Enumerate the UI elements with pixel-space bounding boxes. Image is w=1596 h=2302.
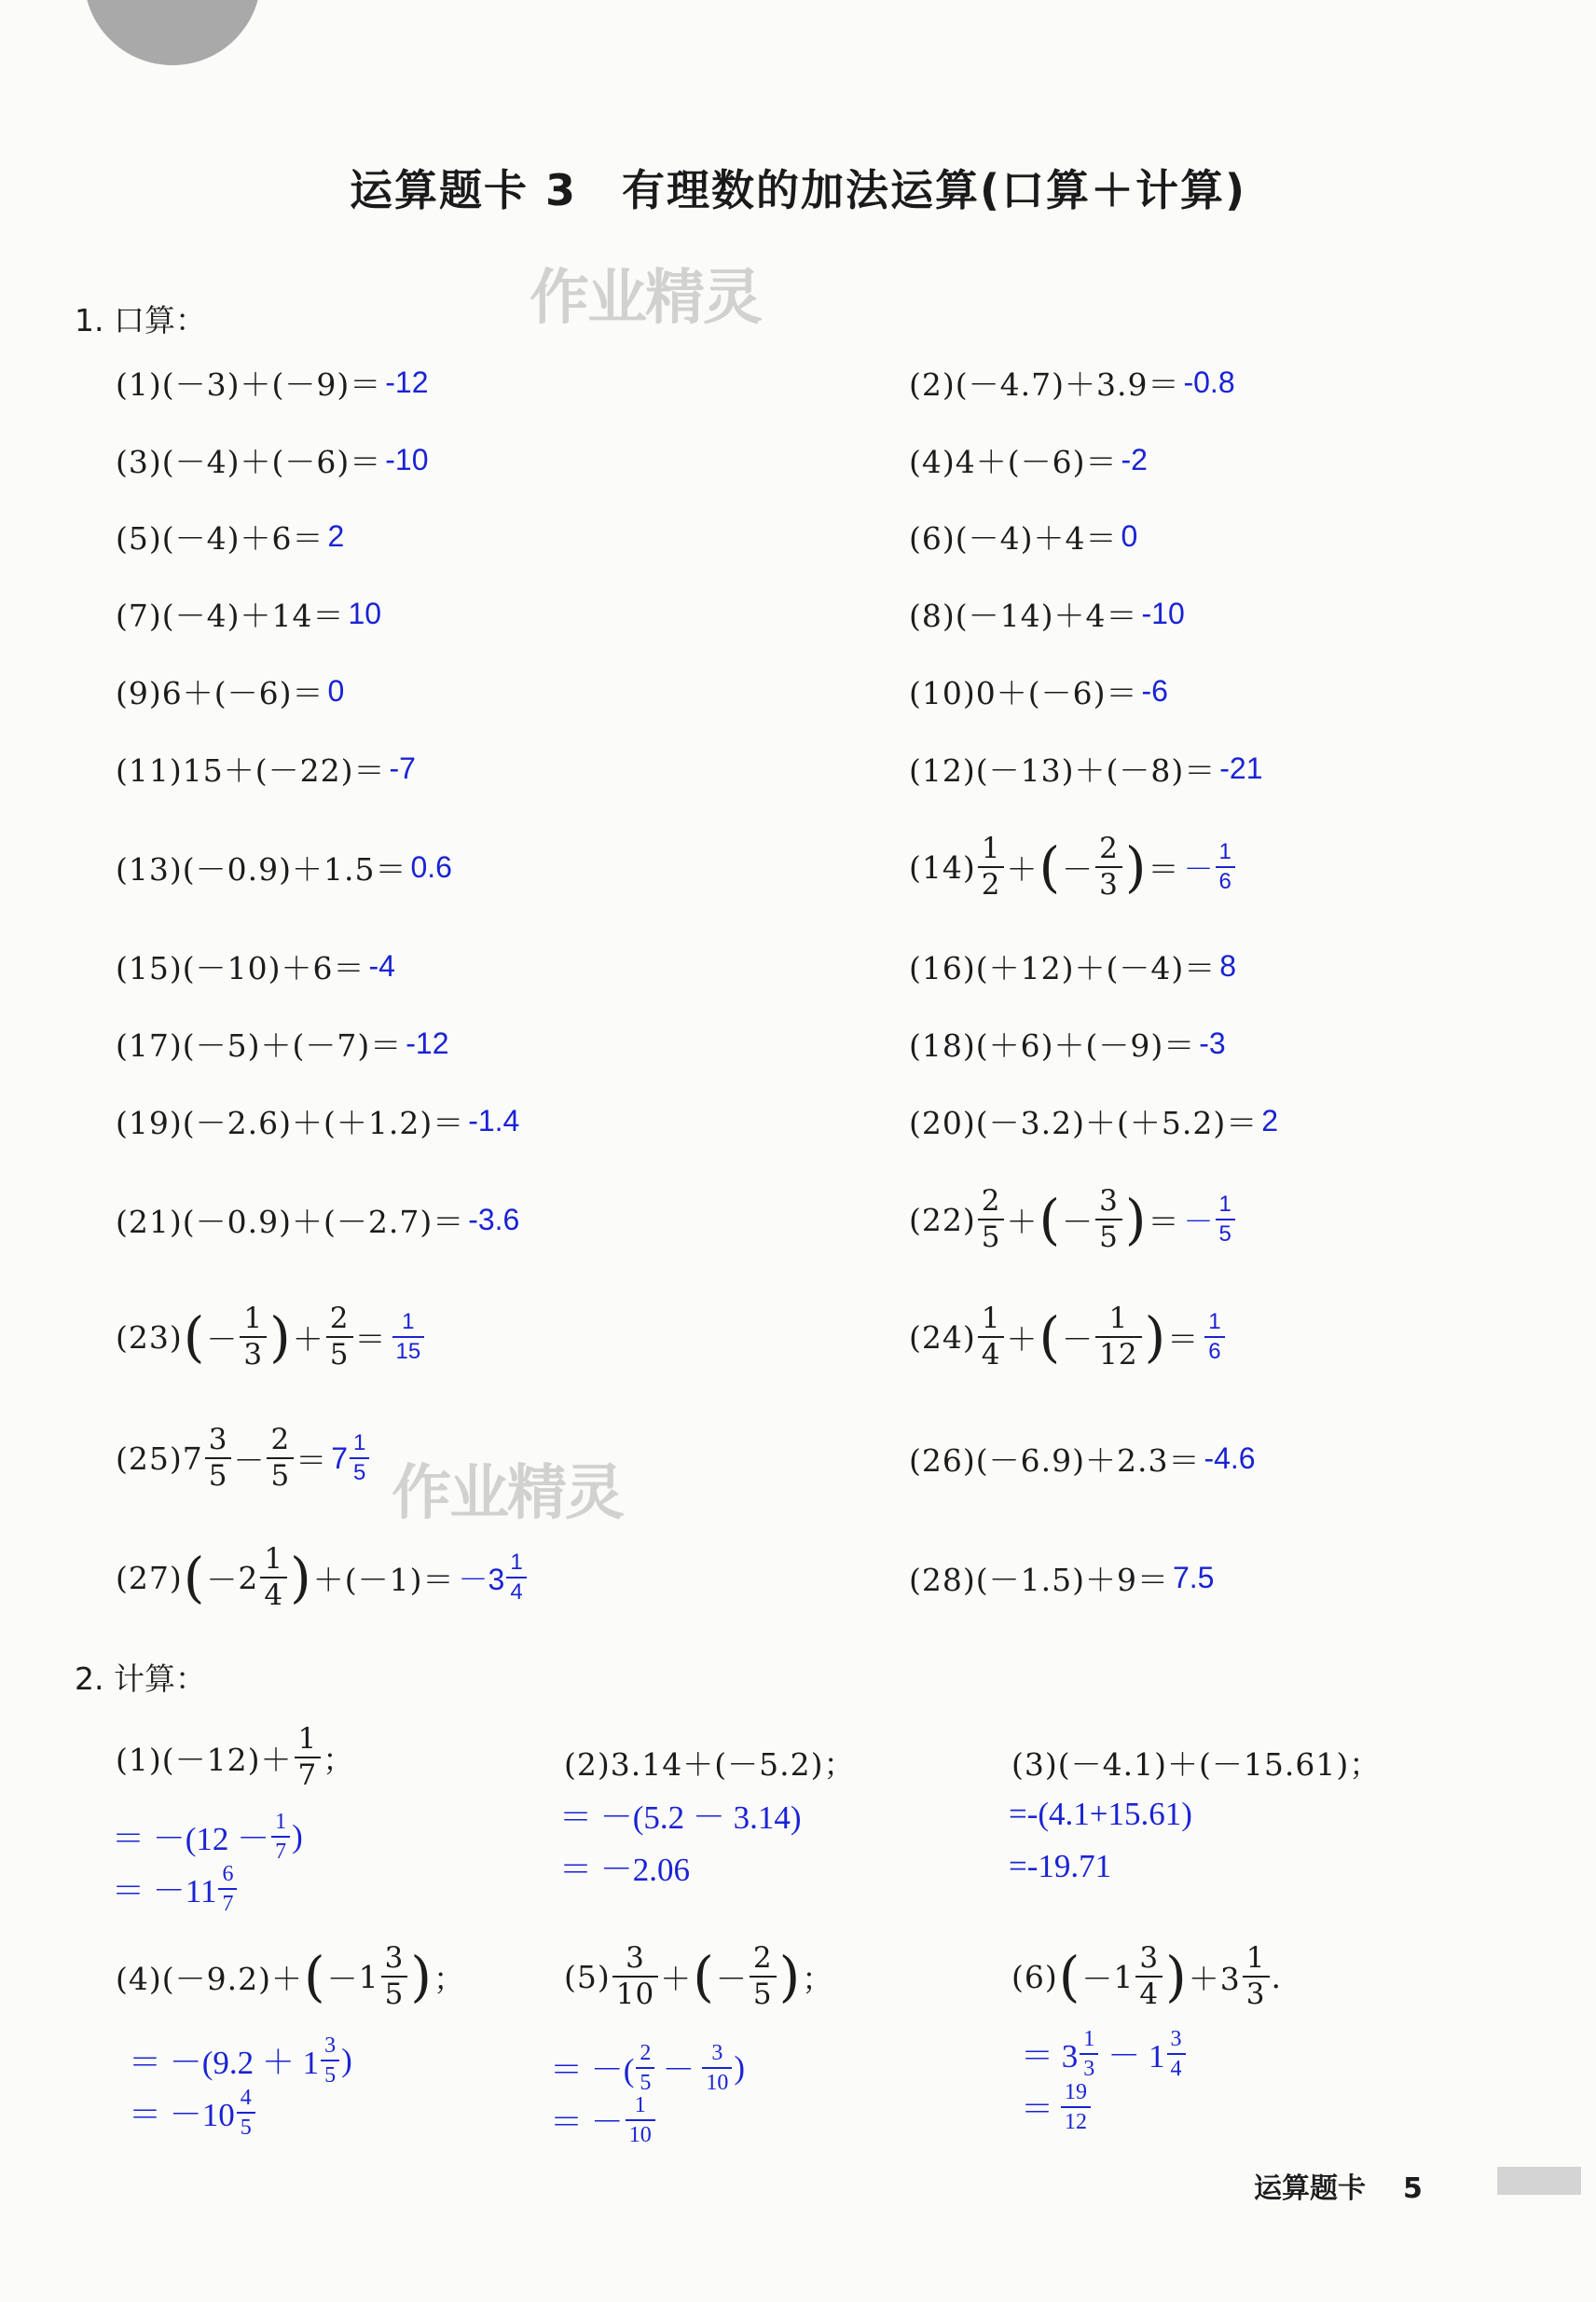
question-26: (26)(－6.9)＋2.3＝ -4.6 xyxy=(909,1440,1256,1479)
question-7: (7)(－4)＋14＝ 10 xyxy=(116,596,382,634)
calc-3-step-1: =-(4.1+15.61) xyxy=(1009,1796,1192,1832)
answer: -10 xyxy=(1141,596,1185,630)
calc-4-step-1: ＝ －(9.2 ＋ 1 $\frac{3}{5}$ ) xyxy=(129,2033,352,2088)
question-11: (11)15＋(－22)＝ -7 xyxy=(116,751,416,789)
watermark: 作业精灵 xyxy=(530,264,761,333)
fraction: $\frac{1}{3}$ xyxy=(1243,1944,1270,2009)
question-4: (4)4＋(－6)＝ -2 xyxy=(909,442,1148,480)
fraction: $\frac{2}{5}$ xyxy=(326,1304,353,1370)
calc-problem-1: (1)(－12)＋ $\frac{1}{7}$ ； xyxy=(116,1722,355,1792)
question-22: (22) $\frac{2}{5}$ ＋ ( － $\frac{3}{5}$ ) ＝ － $\frac{1}{5}$ xyxy=(909,1192,1237,1247)
question-9: (9)6＋(－6)＝ 0 xyxy=(116,673,345,711)
calc-3-step-2: =-19.71 xyxy=(1009,1848,1112,1884)
question-20: (20)(－3.2)＋(＋5.2)＝ 2 xyxy=(909,1103,1278,1141)
question-17: (17)(－5)＋(－7)＝ -12 xyxy=(116,1026,449,1064)
section-heading-calc: 2. 计算： xyxy=(75,1661,206,1697)
answer: -0.8 xyxy=(1183,365,1235,399)
answer: 7 $\frac{1}{5}$ xyxy=(331,1432,371,1484)
footer-label: 运算题卡 xyxy=(1254,2172,1366,2205)
answer: － $\frac{1}{5}$ xyxy=(1184,1193,1237,1246)
question-25: (25)7 $\frac{3}{5}$ － $\frac{2}{5}$ ＝ 7 $\frac{1}{5}$ xyxy=(116,1430,371,1486)
question-6: (6)(－4)＋4＝ 0 xyxy=(909,518,1138,557)
calc-6-step-2: ＝ $\frac{19}{12}$ xyxy=(1021,2081,1093,2133)
answer: $\frac{1}{6}$ xyxy=(1203,1311,1226,1363)
answer: $\frac{1}{15}$ xyxy=(391,1311,427,1363)
fraction: $\frac{1}{7}$ xyxy=(295,1725,322,1790)
fraction: $\frac{1}{4}$ xyxy=(978,1304,1005,1370)
answer: -1.4 xyxy=(468,1103,520,1137)
question-18: (18)(＋6)＋(－9)＝ -3 xyxy=(909,1026,1226,1064)
question-10: (10)0＋(－6)＝ -6 xyxy=(909,673,1168,711)
answer: 8 xyxy=(1219,948,1237,983)
answer: -21 xyxy=(1219,751,1263,785)
answer: 10 xyxy=(348,596,382,630)
question-21: (21)(－0.9)＋(－2.7)＝ -3.6 xyxy=(116,1202,520,1240)
question-3: (3)(－4)＋(－6)＝ -10 xyxy=(116,442,429,480)
fraction: $\frac{2}{5}$ xyxy=(978,1187,1005,1252)
answer: -2 xyxy=(1121,442,1148,476)
answer: 7.5 xyxy=(1172,1560,1215,1594)
question-15: (15)(－10)＋6＝ -4 xyxy=(116,948,395,986)
fraction: $\frac{3}{5}$ xyxy=(381,1944,408,2009)
calc-6-step-1: ＝ 3 $\frac{1}{3}$ － 1 $\frac{3}{4}$ xyxy=(1021,2028,1188,2080)
question-14: (14) $\frac{1}{2}$ ＋ ( － $\frac{2}{3}$ ) ＝ － $\frac{1}{6}$ xyxy=(909,839,1237,895)
fraction: $\frac{3}{5}$ xyxy=(205,1426,232,1491)
calc-5-step-1: ＝ －( $\frac{2}{5}$ － $\frac{3}{10}$ ) xyxy=(550,2041,746,2095)
calc-problem-6: (6) ( － 1 $\frac{3}{4}$ ) ＋3 $\frac{1}{3}$ . xyxy=(1011,1941,1282,2011)
answer: -4.6 xyxy=(1204,1440,1256,1475)
question-12: (12)(－13)＋(－8)＝ -21 xyxy=(909,751,1263,789)
question-2: (2)(－4.7)＋3.9＝ -0.8 xyxy=(909,365,1235,403)
calc-problem-2: (2)3.14＋(－5.2)； xyxy=(564,1745,856,1783)
question-16: (16)(＋12)＋(－4)＝ 8 xyxy=(909,948,1237,986)
answer: 0 xyxy=(327,673,345,708)
calc-problem-3: (3)(－4.1)＋(－15.61)； xyxy=(1011,1745,1382,1783)
fraction: $\frac{2}{3}$ xyxy=(1095,834,1122,900)
calc-2-step-1: ＝ －(5.2 － 3.14) xyxy=(559,1799,802,1836)
answer: 2 xyxy=(1261,1103,1278,1137)
page-footer xyxy=(1254,2165,1423,2206)
answer: -3 xyxy=(1199,1026,1226,1060)
fraction: $\frac{2}{5}$ xyxy=(267,1426,294,1491)
fraction: $\frac{1}{4}$ xyxy=(260,1545,287,1610)
question-13: (13)(－0.9)＋1.5＝ 0.6 xyxy=(116,849,452,888)
answer: 2 xyxy=(327,518,345,553)
corner-decoration xyxy=(84,0,261,65)
answer: -4 xyxy=(368,948,395,983)
answer: -12 xyxy=(385,365,429,399)
calc-2-step-2: ＝ －2.06 xyxy=(559,1852,691,1888)
answer: －3 $\frac{1}{4}$ xyxy=(459,1551,529,1604)
answer: -6 xyxy=(1141,673,1168,708)
answer: － $\frac{1}{6}$ xyxy=(1184,841,1237,893)
calc-5-step-2: ＝ － $\frac{1}{10}$ xyxy=(550,2094,657,2146)
answer: 0.6 xyxy=(410,849,452,884)
calc-problem-4: (4)(－9.2)＋ ( － 1 $\frac{3}{5}$ ) ； xyxy=(116,1941,465,2011)
question-8: (8)(－14)＋4＝ -10 xyxy=(909,596,1185,634)
question-27: (27) ( － 2 $\frac{1}{4}$ ) ＋(－1)＝ －3 $\frac{1}{4}$ xyxy=(116,1550,529,1606)
question-23: (23) ( － $\frac{1}{3}$ ) ＋ $\frac{2}{5}$ ＝ $\frac{1}{15}$ xyxy=(116,1309,426,1365)
calc-problem-5: (5) $\frac{3}{10}$ ＋ ( － $\frac{2}{5}$ ) ； xyxy=(564,1941,834,2011)
fraction: $\frac{2}{5}$ xyxy=(750,1944,777,2009)
fraction: $\frac{1}{3}$ xyxy=(240,1304,267,1370)
watermark: 作业精灵 xyxy=(392,1459,623,1528)
answer: -12 xyxy=(406,1026,449,1060)
fraction: $\frac{1}{2}$ xyxy=(978,834,1005,900)
answer: -3.6 xyxy=(468,1202,520,1236)
page-number: 5 xyxy=(1403,2172,1423,2205)
question-28: (28)(－1.5)＋9＝ 7.5 xyxy=(909,1560,1215,1598)
question-24: (24) $\frac{1}{4}$ ＋ ( － $\frac{1}{12}$ ) ＝ $\frac{1}{6}$ xyxy=(909,1309,1227,1365)
calc-4-step-2: ＝ －10 $\frac{4}{5}$ xyxy=(129,2087,257,2139)
fraction: $\frac{1}{12}$ xyxy=(1095,1304,1141,1370)
fraction: $\frac{3}{4}$ xyxy=(1135,1944,1163,2009)
footer-tab-decoration xyxy=(1497,2167,1581,2195)
fraction: $\frac{3}{5}$ xyxy=(1095,1187,1122,1252)
calc-1-step-2: ＝ －11 $\frac{6}{7}$ xyxy=(112,1863,239,1915)
question-1: (1)(－3)＋(－9)＝ -12 xyxy=(116,365,429,403)
page-title: 运算题卡 3 有理数的加法运算(口算＋计算) xyxy=(349,165,1247,215)
answer: -10 xyxy=(385,442,429,476)
answer: -7 xyxy=(389,751,416,785)
calc-1-step-1: ＝ －(12 － $\frac{1}{7}$ ) xyxy=(112,1810,303,1864)
fraction: $\frac{3}{10}$ xyxy=(612,1944,658,2009)
section-heading-oral: 1. 口算： xyxy=(75,302,206,338)
question-19: (19)(－2.6)＋(＋1.2)＝ -1.4 xyxy=(116,1103,520,1141)
question-5: (5)(－4)＋6＝ 2 xyxy=(116,518,345,557)
answer: 0 xyxy=(1121,518,1138,553)
